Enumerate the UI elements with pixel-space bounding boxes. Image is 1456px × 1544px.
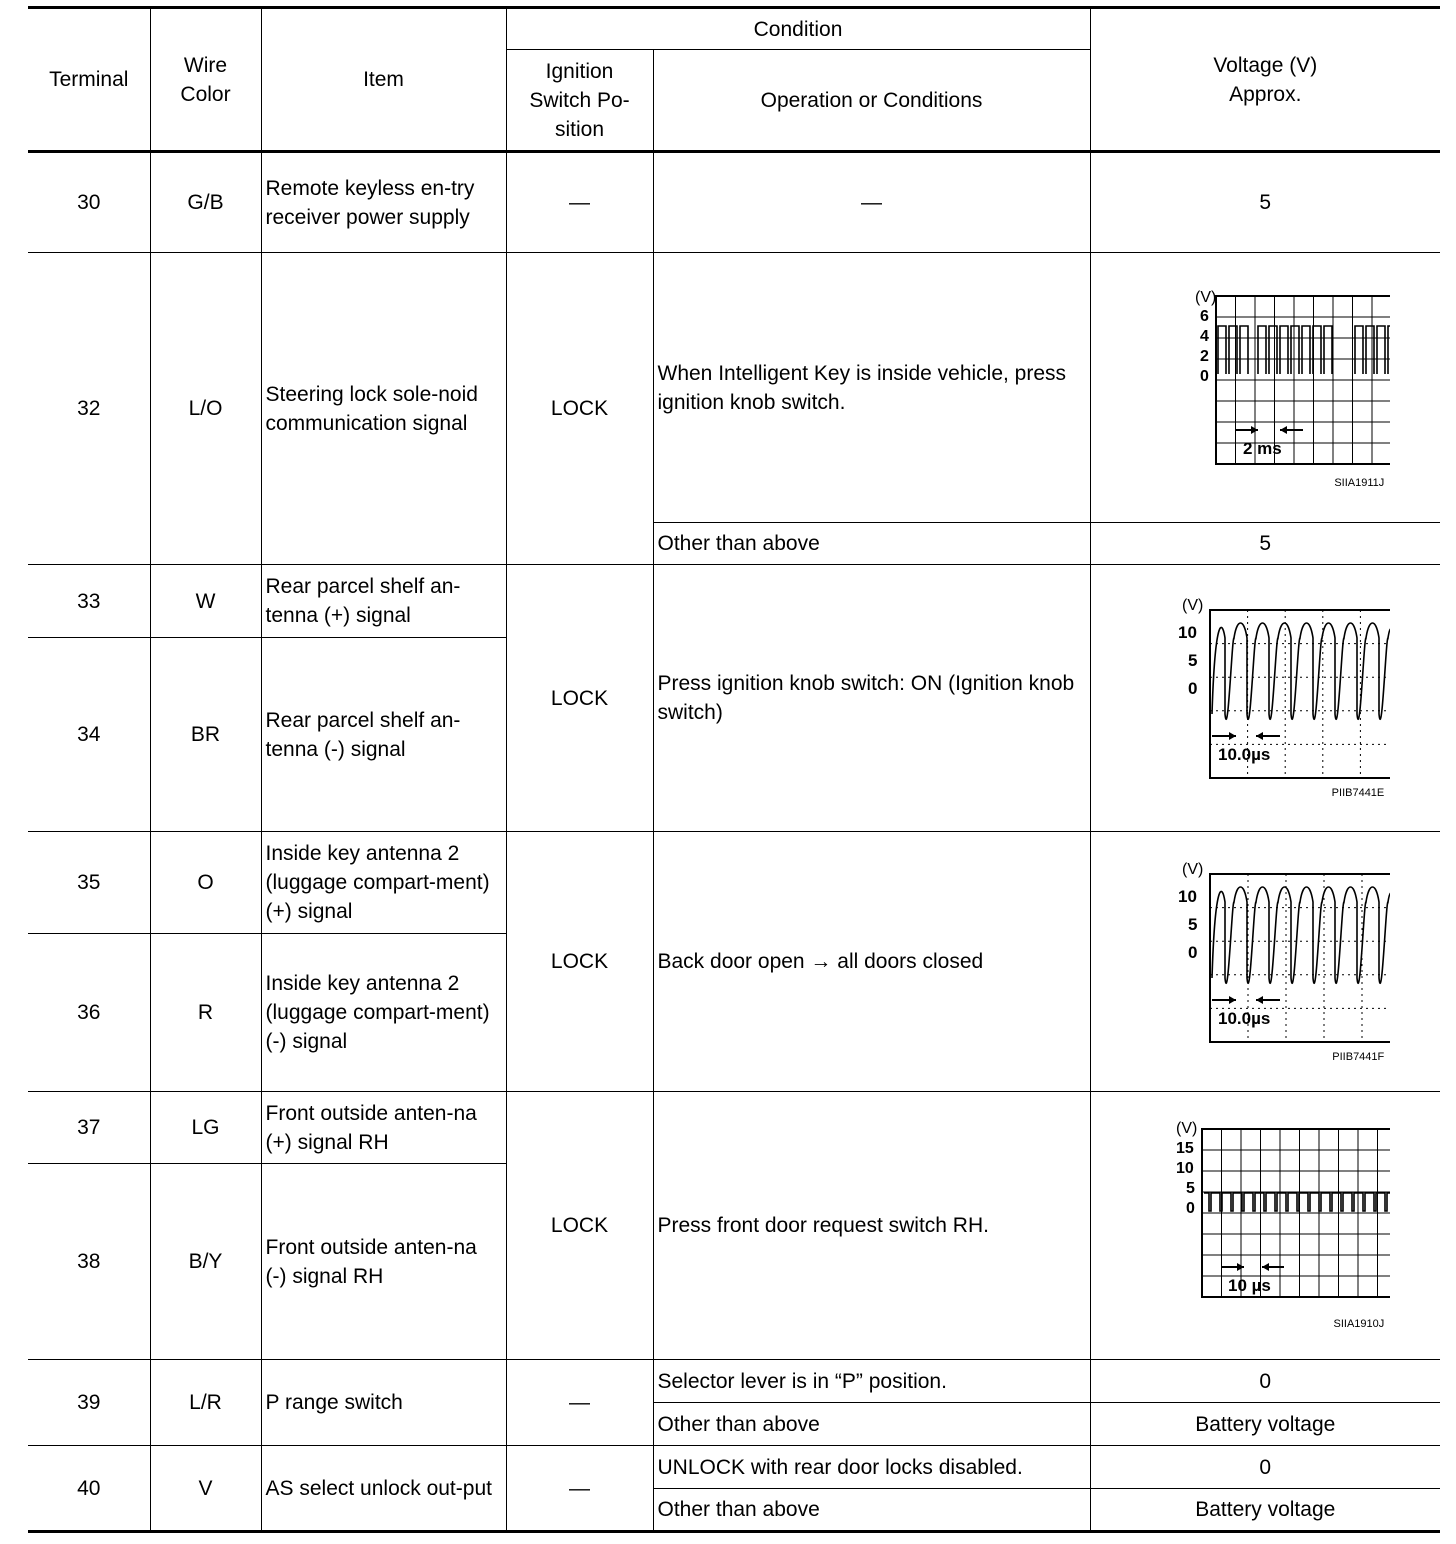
ignition-cell: — <box>506 1446 653 1532</box>
condition-cell: Selector lever is in “P” position. <box>653 1360 1090 1403</box>
y-tick-label: 5 <box>1188 914 1198 934</box>
time-arrowheads <box>1229 996 1263 1004</box>
voltage-waveform-cell <box>1090 1092 1440 1360</box>
y-unit-label: (V) <box>1195 288 1217 306</box>
item-cell: Front outside anten-na (-) signal RH <box>261 1164 506 1360</box>
ignition-cell: LOCK <box>506 1092 653 1360</box>
y-tick-label: 0 <box>1186 1199 1196 1217</box>
waveform-figure <box>1140 596 1390 800</box>
header-item: Item <box>261 8 506 152</box>
header-operation-or-conditions: Operation or Conditions <box>653 50 1090 152</box>
wire-color-cell: LG <box>150 1092 261 1164</box>
table-row <box>28 1092 1440 1164</box>
voltage-cell: 0 <box>1090 1446 1440 1489</box>
figure-code: PIIB7441F <box>1332 1050 1385 1063</box>
waveform-trace <box>1212 887 1390 983</box>
wire-color-cell: O <box>150 832 261 934</box>
terminal-cell: 33 <box>28 565 150 638</box>
wire-color-cell: B/Y <box>150 1164 261 1360</box>
y-tick-label: 10 <box>1176 1159 1195 1177</box>
condition-cell: Other than above <box>653 523 1090 565</box>
terminal-cell: 40 <box>28 1446 150 1532</box>
y-tick-label: 0 <box>1188 942 1198 962</box>
voltage-waveform-cell <box>1090 253 1440 523</box>
header-condition: Condition <box>506 8 1090 50</box>
voltage-cell: Battery voltage <box>1090 1489 1440 1532</box>
header-wire-color-label: Wire Color <box>180 53 231 106</box>
y-unit-label: (V) <box>1182 860 1204 878</box>
terminal-cell: 30 <box>28 152 150 253</box>
figure-code: PIIB7441E <box>1331 787 1385 799</box>
condition-cell: Press front door request switch RH. <box>653 1092 1090 1360</box>
voltage-cell: 0 <box>1090 1360 1440 1403</box>
condition-cell: — <box>653 152 1090 253</box>
item-cell: Front outside anten-na (+) signal RH <box>261 1092 506 1164</box>
condition-cell: UNLOCK with rear door locks disabled. <box>653 1446 1090 1489</box>
y-tick-label: 15 <box>1176 1139 1195 1157</box>
time-arrowheads <box>1251 426 1287 434</box>
waveform-svg <box>1140 860 1390 1050</box>
wire-color-cell: G/B <box>150 152 261 253</box>
item-cell: AS select unlock out-put <box>261 1446 506 1532</box>
wire-color-cell: BR <box>150 638 261 832</box>
wire-color-cell: L/R <box>150 1360 261 1446</box>
item-cell: Rear parcel shelf an-tenna (+) signal <box>261 565 506 638</box>
ignition-cell: LOCK <box>506 832 653 1092</box>
waveform-trace <box>1212 623 1390 719</box>
voltage-cell: 5 <box>1090 523 1440 565</box>
condition-cell: Back door open → all doors closed <box>653 832 1090 1092</box>
ignition-cell: — <box>506 1360 653 1446</box>
wire-color-cell: W <box>150 565 261 638</box>
terminal-cell: 39 <box>28 1360 150 1446</box>
time-scale-label: 10 µs <box>1228 1275 1272 1295</box>
header-terminal: Terminal <box>28 8 150 152</box>
y-tick-label: 2 <box>1200 347 1210 365</box>
item-cell: Remote keyless en-try receiver power supply <box>261 152 506 253</box>
y-tick-label: 10 <box>1178 886 1198 906</box>
y-tick-label: 6 <box>1200 307 1210 325</box>
header-ignition-label: Ignition Switch Po-sition <box>529 59 630 141</box>
y-tick-label: 4 <box>1200 327 1210 345</box>
voltage-cell: 5 <box>1090 152 1440 253</box>
table-row <box>28 832 1440 934</box>
waveform-svg <box>1140 596 1390 786</box>
waveform-svg <box>1140 1121 1390 1317</box>
terminal-voltage-table <box>28 6 1440 1533</box>
terminal-cell: 34 <box>28 638 150 832</box>
time-scale-label: 10.0µs <box>1218 745 1271 764</box>
table-row <box>28 565 1440 638</box>
condition-cell: Other than above <box>653 1489 1090 1532</box>
voltage-cell: Battery voltage <box>1090 1403 1440 1446</box>
voltage-waveform-cell <box>1090 565 1440 832</box>
waveform-trace <box>1204 1193 1390 1211</box>
item-cell: Inside key antenna 2 (luggage compart-ment) (-) signal <box>261 934 506 1092</box>
figure-code: SIIA1910J <box>1333 1317 1385 1330</box>
table-row <box>28 253 1440 523</box>
waveform-grid <box>1202 1129 1390 1297</box>
ignition-cell: LOCK <box>506 565 653 832</box>
voltage-waveform-cell <box>1090 832 1440 1092</box>
terminal-cell: 38 <box>28 1164 150 1360</box>
y-unit-label: (V) <box>1176 1120 1198 1137</box>
table-row <box>28 1446 1440 1489</box>
y-tick-label: 10 <box>1178 623 1198 642</box>
terminal-cell: 37 <box>28 1092 150 1164</box>
condition-cell: Other than above <box>653 1403 1090 1446</box>
wire-color-cell: R <box>150 934 261 1092</box>
y-tick-label: 5 <box>1188 651 1198 670</box>
y-unit-label: (V) <box>1182 597 1204 614</box>
ignition-cell: LOCK <box>506 253 653 565</box>
y-tick-label: 0 <box>1200 367 1210 385</box>
item-cell: Steering lock sole-noid communication signal <box>261 253 506 565</box>
y-tick-label: 5 <box>1186 1179 1196 1197</box>
wire-color-cell: V <box>150 1446 261 1532</box>
item-cell: Inside key antenna 2 (luggage compart-ment) (+) signal <box>261 832 506 934</box>
waveform-trace <box>1218 326 1390 374</box>
figure-code: SIIA1911J <box>1334 476 1385 489</box>
time-scale-label: 2 ms <box>1243 438 1283 458</box>
waveform-figure <box>1140 1121 1390 1331</box>
terminal-cell: 32 <box>28 253 150 565</box>
y-tick-label: 0 <box>1188 679 1198 698</box>
waveform-figure <box>1140 860 1390 1064</box>
condition-cell: When Intelligent Key is inside vehicle, press ignition knob switch. <box>653 253 1090 523</box>
waveform-svg <box>1140 286 1390 476</box>
terminal-cell: 36 <box>28 934 150 1092</box>
header-voltage-label: Voltage (V) Approx. <box>1213 53 1318 106</box>
ignition-cell: — <box>506 152 653 253</box>
item-cell: Rear parcel shelf an-tenna (-) signal <box>261 638 506 832</box>
header-wire-color <box>150 8 261 152</box>
time-arrowheads <box>1237 1263 1269 1271</box>
terminal-cell: 35 <box>28 832 150 934</box>
item-cell: P range switch <box>261 1360 506 1446</box>
time-scale-label: 10.0µs <box>1218 1008 1271 1028</box>
header-ignition-switch-position <box>506 50 653 152</box>
header-voltage <box>1090 8 1440 152</box>
waveform-figure <box>1140 286 1390 490</box>
wire-color-cell: L/O <box>150 253 261 565</box>
time-arrowheads <box>1229 732 1263 740</box>
table-row <box>28 1360 1440 1403</box>
condition-cell: Press ignition knob switch: ON (Ignition knob switch) <box>653 565 1090 832</box>
table-row <box>28 152 1440 253</box>
